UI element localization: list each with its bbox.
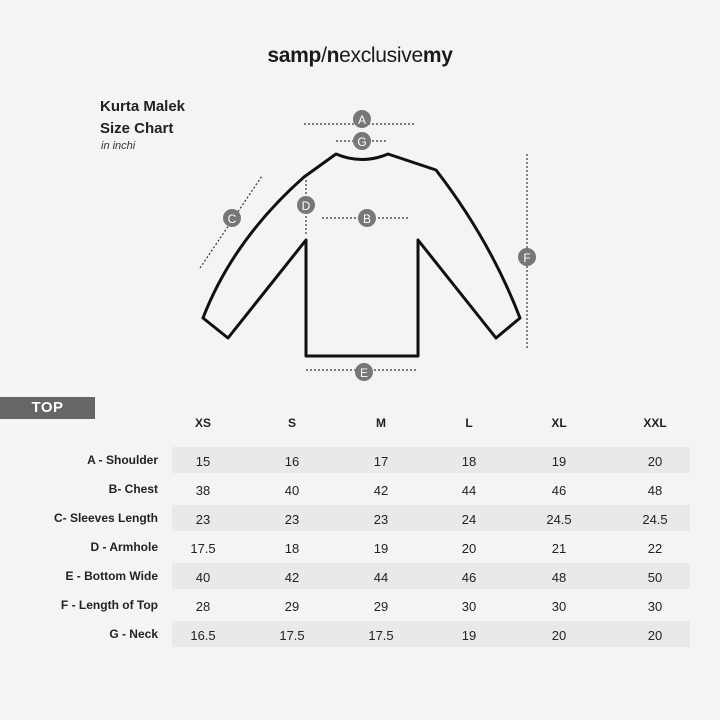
row-band: [172, 621, 690, 647]
size-header-m: M: [376, 416, 386, 430]
row-label: A - Shoulder: [87, 453, 158, 467]
table-cell: 18: [461, 454, 477, 469]
table-cell: 30: [647, 599, 663, 614]
table-cell: 44: [373, 570, 389, 585]
table-cell: 23: [284, 512, 300, 527]
marker-a-text: A: [357, 113, 367, 127]
table-cell: 30: [461, 599, 477, 614]
table-cell: 24.5: [642, 512, 668, 527]
table-cell: 24.5: [546, 512, 572, 527]
table-cell: 15: [195, 454, 211, 469]
table-cell: 17: [373, 454, 389, 469]
table-cell: 24: [461, 512, 477, 527]
table-cell: 20: [647, 454, 663, 469]
table-cell: 44: [461, 483, 477, 498]
size-header-s: S: [287, 416, 296, 430]
table-cell: 16.5: [190, 628, 216, 643]
table-cell: 50: [647, 570, 663, 585]
marker-b-text: B: [362, 212, 372, 226]
marker-d-text: D: [301, 199, 311, 213]
size-header-xxl: XXL: [643, 416, 667, 430]
product-name: Kurta Malek: [100, 98, 186, 115]
row-label: E - Bottom Wide: [65, 569, 158, 583]
chart-title: Size Chart: [100, 120, 174, 137]
table-cell: 18: [284, 541, 300, 556]
row-label: G - Neck: [109, 627, 158, 641]
marker-c-text: C: [227, 212, 237, 226]
table-cell: 42: [284, 570, 300, 585]
size-header-xs: XS: [194, 416, 211, 430]
section-badge-top: TOP: [0, 397, 95, 419]
table-cell: 17.5: [190, 541, 216, 556]
row-label: D - Armhole: [90, 540, 158, 554]
table-cell: 28: [195, 599, 211, 614]
marker-f-text: F: [523, 251, 531, 265]
table-cell: 17.5: [368, 628, 394, 643]
table-cell: 38: [195, 483, 211, 498]
size-header-xl: XL: [551, 416, 567, 430]
table-cell: 30: [551, 599, 567, 614]
table-cell: 29: [284, 599, 300, 614]
table-cell: 22: [647, 541, 663, 556]
unit-note: in inchi: [101, 140, 136, 152]
table-cell: 29: [373, 599, 389, 614]
row-label: B- Chest: [108, 482, 158, 496]
table-cell: 20: [647, 628, 663, 643]
row-band: [172, 505, 690, 531]
table-cell: 48: [647, 483, 663, 498]
table-cell: 46: [461, 570, 477, 585]
table-cell: 42: [373, 483, 389, 498]
brand-logo: samp/nexclusivemy: [267, 44, 453, 67]
size-header-l: L: [465, 416, 473, 430]
marker-e: [355, 363, 373, 381]
row-label: F - Length of Top: [60, 598, 158, 612]
table-cell: 40: [284, 483, 300, 498]
row-label: C- Sleeves Length: [53, 511, 158, 525]
table-cell: 21: [551, 541, 567, 556]
table-cell: 16: [284, 454, 300, 469]
marker-e-text: E: [359, 366, 369, 380]
table-cell: 17.5: [279, 628, 305, 643]
table-cell: 46: [551, 483, 567, 498]
marker-d: [297, 196, 315, 214]
table-cell: 23: [195, 512, 211, 527]
marker-a: [353, 110, 371, 128]
table-cell: 19: [373, 541, 389, 556]
shirt-outline: [203, 154, 520, 356]
table-cell: 48: [551, 570, 567, 585]
marker-f: [518, 248, 536, 266]
marker-g-text: G: [357, 135, 367, 149]
row-band: [172, 447, 690, 473]
table-cell: 23: [373, 512, 389, 527]
table-cell: 20: [461, 541, 477, 556]
table-cell: 40: [195, 570, 211, 585]
row-band: [172, 563, 690, 589]
marker-c: [223, 209, 241, 227]
marker-g: [353, 132, 371, 150]
table-cell: 20: [551, 628, 567, 643]
table-cell: 19: [551, 454, 567, 469]
table-cell: 19: [461, 628, 477, 643]
marker-b: [358, 209, 376, 227]
